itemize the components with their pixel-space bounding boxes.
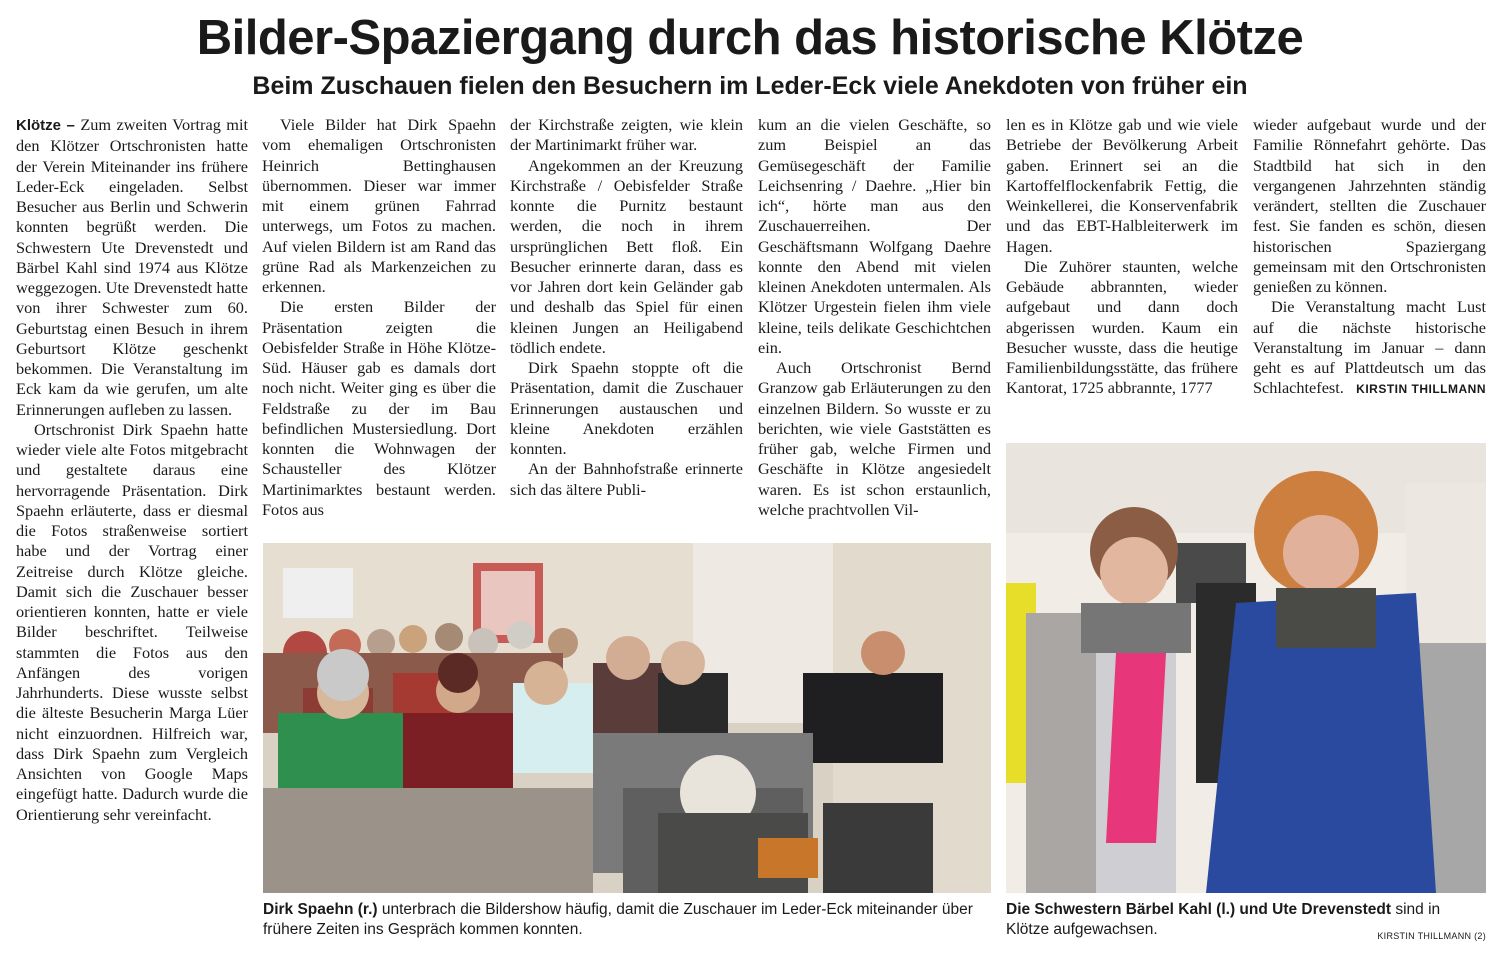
article-column-2 bbox=[262, 115, 496, 520]
paragraph: Auch Ortschronist Bernd Granzow gab Erläuterungen zu den einzelnen Bildern. So wusste er zu berichten, wie viele Gaststätten es früher gab, welche Firmen und Geschäfte in Klötze angesiedelt waren. Es ist schon erstaunlich, welche prachtvollen Vil- bbox=[758, 358, 991, 519]
sisters-photo bbox=[1006, 443, 1486, 893]
caption-text: sind in Klötze aufgewachsen. bbox=[1006, 901, 1441, 938]
sisters-photo-illustration bbox=[1006, 443, 1486, 893]
paragraph: Ortschronist Dirk Spaehn hatte wieder viele alte Fotos mitgebracht und gestaltete daraus eine hervorragende Präsentation. Dirk Spaehn erläuterte, dass er diesmal die Fotos straßenweise sortiert habe und der Vortrag einer Zeitreise durch Klötze gleiche. Damit sich die Zuschauer besser orientieren konnten, hatte er viele Bilder beschriftet. Teilweise stammten die Fotos aus den Anfängen des vorigen Jahrhunderts. Diese wusste selbst die älteste Besucherin Marga Lüer nicht einzuordnen. Hilfreich war, dass Dirk Spaehn zum Vergleich Ansichten von Google Maps eingefügt hatte. Dadurch wurde die Orientierung sehr vereinfacht. bbox=[16, 419, 248, 824]
paragraph-text: Zum zweiten Vortrag mit den Klötzer Ortschronisten hatte der Verein Miteinander ins frühere Leder-Eck eingeladen. Selbst Besucher aus Berlin und Schwerin konnten begrüßt werden. Die Schwestern Ute Drevenstedt und Bärbel Kahl sind 1974 aus Klötze weggezogen. Ute Drevenstedt hatte von ihrer Schwester zum 60. Geburtstag einen Besuch in ihrem Geburtsort Klötze geschenkt bekommen. Die Veranstaltung im Eck kam da wie gerufen, um alte Erinnerungen aufleben zu lassen. bbox=[16, 115, 248, 419]
photo-credit: KIRSTIN THILLMANN (2) bbox=[1377, 931, 1486, 941]
paragraph: kum an die vielen Geschäfte, so zum Beispiel an das Gemüsegeschäft der Familie Leichsenring / Daehre. „Hier bin ich“, hörte man aus den Zuschauerreihen. Der Geschäftsmann Wolfgang Daehre konnte den Abend mit vielen kleinen Anekdoten untermalen. Als Klötzer Urgestein fielen ihm viele kleine, teils delikate Geschichtchen ein. bbox=[758, 115, 991, 357]
paragraph: Dirk Spaehn stoppte oft die Präsentation, damit die Zuschauer Erinnerungen austauschen und kleine Anekdoten erzählen konnten. bbox=[510, 358, 743, 458]
paragraph bbox=[16, 115, 248, 420]
headline: Bilder-Spaziergang durch das historische Klötze bbox=[196, 11, 1304, 65]
article-column-6 bbox=[1253, 115, 1486, 399]
paragraph: Die Zuhörer staunten, welche Gebäude abbrannten, wieder aufgebaut und dann doch abgerissen wurden. Kaum ein Besucher wusste, dass die heutige Familienbildungsstätte, das frühere Kantorat, 1725 abbrannte, 1777 bbox=[1006, 256, 1238, 398]
audience-photo-illustration bbox=[263, 543, 991, 893]
caption-bold: Dirk Spaehn (r.) bbox=[263, 901, 378, 918]
article-column-5 bbox=[1006, 115, 1238, 399]
subheadline: Beim Zuschauen fielen den Besuchern im Leder-Eck viele Anekdoten von früher ein bbox=[252, 72, 1248, 100]
paragraph: wieder aufgebaut wurde und der Familie Rönnefahrt gehörte. Das Stadtbild hat sich in den vergangenen Jahrzehnten ständig verändert, stellten die Zuschauer fest. Sie fanden es schön, diesen historischen Spaziergang gemeinsam mit den Ortschronisten genießen zu können. bbox=[1253, 115, 1486, 296]
audience-photo bbox=[263, 543, 991, 893]
audience-photo-caption bbox=[263, 900, 991, 940]
paragraph: Die Veranstaltung macht Lust auf die nächste historische Veranstaltung im Januar – dann geht es auf Plattdeutsch um das Schlachtefest. bbox=[1253, 297, 1486, 398]
article-column-1 bbox=[16, 115, 248, 825]
paragraph: Viele Bilder hat Dirk Spaehn vom ehemaligen Ortschronisten Heinrich Bettinghausen übernommen. Dieser war immer mit einem grünen Fahrrad unterwegs, um Fotos zu machen. Auf vielen Bildern ist am Rand das grüne Rad als Markenzeichen zu erkennen. bbox=[262, 115, 496, 296]
article-column-3 bbox=[510, 115, 743, 500]
article-column-4 bbox=[758, 115, 991, 520]
paragraph: Angekommen an der Kreuzung Kirchstraße / Oebisfelder Straße konnte die Purnitz bestaunt werden, die noch in ihrem ursprünglichen Bett floß. Ein Besucher erinnerte daran, dass es vor Jahren dort kein Geländer gab und deshalb das Spiel für einen kleinen Jungen an Heiligabend tödlich endete. bbox=[510, 155, 743, 357]
paragraph: Die ersten Bilder der Präsentation zeigten die Oebisfelder Straße in Höhe Klötze-Süd. Häuser gab es damals dort noch nicht. Weiter ging es über die Feldstraße zu der im Bau befindlichen Mustersiedlung. Dort konnten die Wohnwagen der Schausteller des Klötzer Martinimarktes bestaunt werden. Fotos aus bbox=[262, 297, 496, 519]
dateline: Klötze – bbox=[16, 117, 75, 134]
paragraph: len es in Klötze gab und wie viele Betriebe der Bevölkerung Arbeit gaben. Erinnert sei an die Kartoffelflockenfabrik Fettig, die Weinkellerei, die Konservenfabrik und das EBT-Halbleiterwerk im Hagen. bbox=[1006, 115, 1238, 256]
paragraph: der Kirchstraße zeigten, wie klein der Martinimarkt früher war. bbox=[510, 115, 743, 155]
caption-text: unterbrach die Bildershow häufig, damit die Zuschauer im Leder-Eck miteinander über frühere Zeiten ins Gespräch kommen konnten. bbox=[263, 901, 973, 938]
author-byline: KIRSTIN THILLMANN bbox=[1356, 381, 1486, 396]
caption-bold: Die Schwestern Bärbel Kahl (l.) und Ute Drevenstedt bbox=[1006, 901, 1392, 918]
paragraph: An der Bahnhofstraße erinnerte sich das ältere Publi- bbox=[510, 459, 743, 499]
